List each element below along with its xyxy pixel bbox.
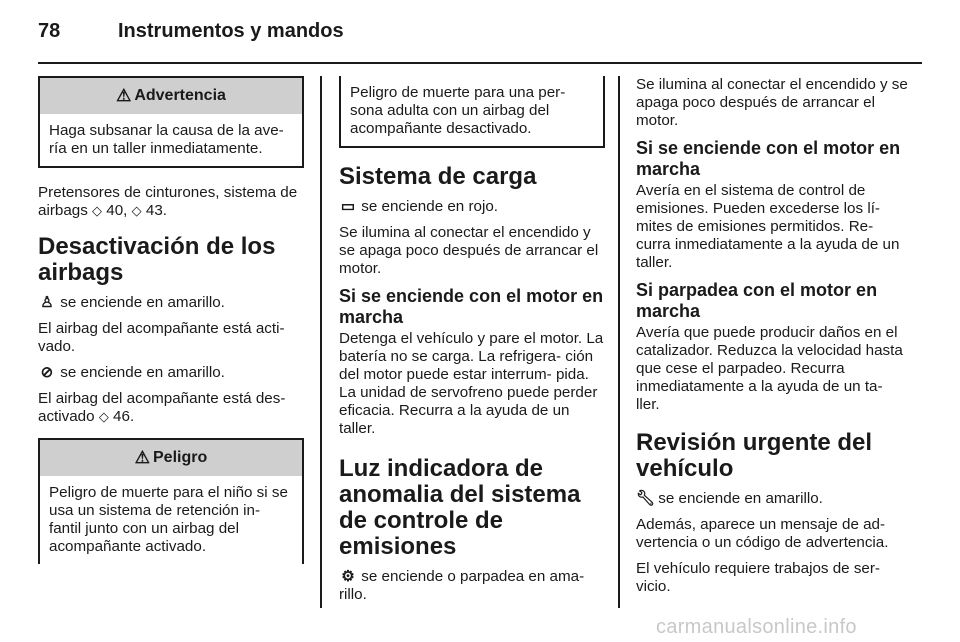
pretensioners-paragraph: Pretensores de cinturones, sistema de airbags ◇ 40, ◇ 43. bbox=[38, 184, 298, 219]
wrench-car-icon: 🔧︎ bbox=[636, 490, 656, 507]
page-number: 78 bbox=[38, 20, 61, 42]
column-3 bbox=[636, 76, 908, 604]
column-divider-1 bbox=[320, 76, 322, 608]
engine-icon: ⚙ bbox=[341, 568, 355, 585]
page-ref-link[interactable]: 43. bbox=[145, 202, 167, 219]
warning-triangle-icon: ⚠ bbox=[134, 448, 150, 467]
warning-box-title: Advertencia bbox=[134, 87, 226, 104]
danger-box bbox=[38, 438, 304, 564]
danger-box-header bbox=[40, 438, 302, 476]
emission-sub-text-1: Avería en el sistema de control de emisiones. Pueden excederse los lí- mites de emisiones permitidos. Re- curra inmediatamente a la ayuda de un taller. bbox=[636, 182, 900, 271]
charge-description: Se ilumina al conectar el encendido y se apaga poco después de arrancar el motor. bbox=[339, 224, 599, 277]
header-divider bbox=[38, 62, 922, 64]
page-ref-arrow-icon: ◇ bbox=[98, 409, 109, 424]
airbag-on-description: El airbag del acompañante está acti- vado. bbox=[38, 320, 285, 355]
urgent-description-2: El vehículo requiere trabajos de ser- vicio. bbox=[636, 560, 880, 595]
emission-icon-line: ⚙ se enciende o parpadea en ama- rillo. bbox=[339, 568, 585, 603]
danger-box-continued bbox=[339, 76, 605, 148]
page-ref-arrow-icon: ◇ bbox=[131, 203, 142, 218]
charge-icon-line: ▭ se enciende en rojo. bbox=[340, 198, 499, 215]
emission-subheading-2: Si parpadea con el motor en marcha bbox=[636, 280, 878, 321]
airbag-off-line: ⊘ se enciende en amarillo. bbox=[38, 364, 304, 382]
charge-subheading: Si se enciende con el motor en marcha bbox=[339, 286, 604, 327]
page-ref-arrow-icon: ◇ bbox=[92, 203, 103, 218]
emission-sub-text-2: Avería que puede producir daños en el catalizador. Reduzca la velocidad hasta que cese el parpadeo. Recurra inmediatamente a la ayuda de un ta- ller. bbox=[636, 324, 903, 413]
warning-box-header bbox=[40, 76, 302, 114]
charge-sub-text: Detenga el vehículo y pare el motor. La batería no se carga. La refrigera- ción del motor puede estar interrum- pida. La unidad de servofreno puede perder eficacia. Recurra a la ayuda de un taller. bbox=[339, 330, 604, 437]
column-1 bbox=[38, 76, 304, 580]
danger-box-continued-text: Peligro de muerte para una per- sona adulta con un airbag del acompañante desactivado. bbox=[350, 84, 566, 137]
page-ref-link[interactable]: 40, bbox=[106, 202, 128, 219]
page-ref-link[interactable]: 46. bbox=[113, 408, 135, 425]
emission-subheading-1: Si se enciende con el motor en marcha bbox=[636, 138, 901, 179]
danger-box-title: Peligro bbox=[153, 449, 208, 466]
column-divider-2 bbox=[618, 76, 620, 608]
urgent-description-1: Además, aparece un mensaje de ad- vertencia o un código de advertencia. bbox=[636, 516, 889, 551]
page-header bbox=[38, 14, 922, 54]
battery-icon: ▭ bbox=[340, 198, 356, 215]
danger-box-text: Peligro de muerte para el niño si se usa un sistema de retención in- fantil junto con un airbag del acompañante activado. bbox=[49, 484, 288, 555]
airbag-on-icon: ♙ bbox=[40, 294, 54, 311]
column-2 bbox=[339, 76, 605, 612]
urgent-icon-line: 🔧︎ se enciende en amarillo. bbox=[636, 490, 823, 507]
warning-box-text: Haga subsanar la causa de la ave- ría en un taller inmediatamente. bbox=[49, 122, 284, 157]
airbag-on-line: ♙ se enciende en amarillo. bbox=[38, 294, 304, 312]
warning-box bbox=[38, 76, 304, 168]
watermark: carmanualsonline.info bbox=[656, 616, 857, 638]
charge-system-heading: Sistema de carga bbox=[339, 163, 537, 190]
urgent-check-heading: Revisión urgente del vehículo bbox=[636, 429, 873, 482]
emission-description: Se ilumina al conectar el encendido y se apaga poco después de arrancar el motor. bbox=[636, 76, 908, 129]
airbag-off-icon: ⊘ bbox=[40, 364, 54, 381]
airbag-off-description: El airbag del acompañante está des- activado ◇ 46. bbox=[38, 390, 286, 425]
airbag-deactivation-heading: Desactivación de los airbags bbox=[38, 233, 276, 286]
warning-triangle-icon: ⚠ bbox=[116, 86, 132, 105]
emission-heading: Luz indicadora de anomalia del sistema de controle de emisiones bbox=[339, 455, 581, 560]
section-title: Instrumentos y mandos bbox=[118, 20, 344, 42]
